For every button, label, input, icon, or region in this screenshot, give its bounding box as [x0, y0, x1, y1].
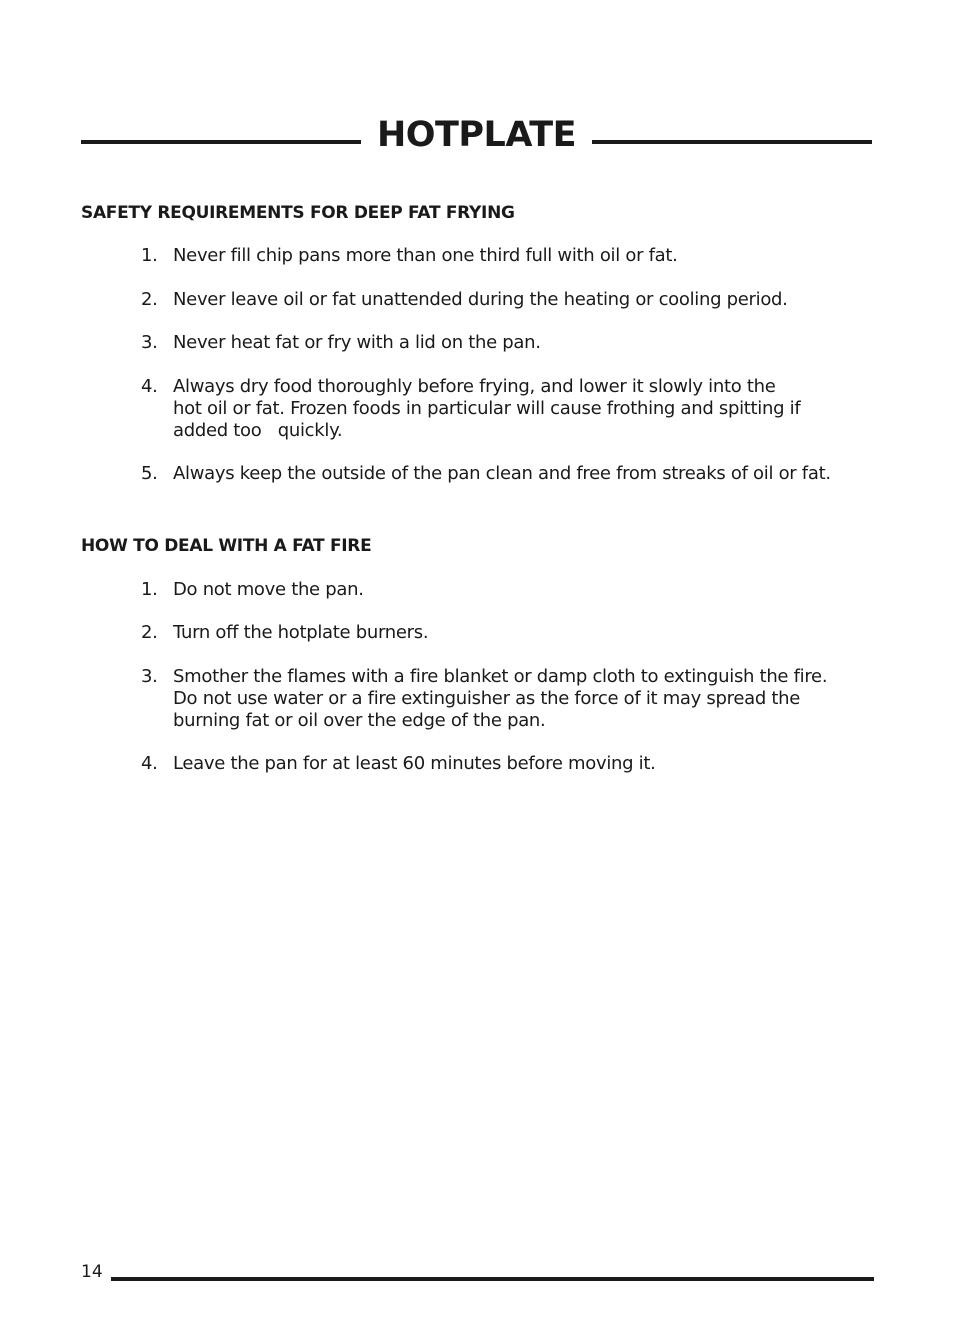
list-item-line: Turn off the hotplate burners.	[173, 622, 429, 643]
list-item-number: 1.	[141, 245, 158, 266]
list-item	[141, 622, 861, 644]
list-item	[141, 376, 861, 442]
section-heading-fat-fire: HOW TO DEAL WITH A FAT FIRE	[81, 536, 372, 556]
list-item-number: 2.	[141, 289, 158, 310]
list-item	[141, 753, 861, 775]
list-item-number: 4.	[141, 376, 158, 397]
list-item-number: 3.	[141, 666, 158, 687]
list-item-text	[173, 666, 861, 732]
list-item-line: Leave the pan for at least 60 minutes before moving it.	[173, 753, 656, 774]
list-item	[141, 332, 861, 354]
list-item	[141, 666, 861, 732]
list-item-text	[173, 376, 861, 442]
list-item	[141, 289, 861, 311]
list-item-number: 4.	[141, 753, 158, 774]
list-item-text	[173, 622, 861, 644]
list-item	[141, 579, 861, 601]
title-rule-left	[81, 140, 361, 144]
list-item-number: 1.	[141, 579, 158, 600]
list-item-text	[173, 463, 861, 485]
list-item	[141, 463, 861, 485]
list-item-line: Always keep the outside of the pan clean and free from streaks of oil or fat.	[173, 463, 831, 484]
section-heading-safety: SAFETY REQUIREMENTS FOR DEEP FAT FRYING	[81, 203, 515, 223]
list-item-number: 2.	[141, 622, 158, 643]
list-item-number: 3.	[141, 332, 158, 353]
list-item-line: Smother the flames with a fire blanket or damp cloth to extinguish the fire.	[173, 666, 828, 687]
list-item-text	[173, 332, 861, 354]
list-item-text	[173, 579, 861, 601]
footer-rule	[111, 1277, 874, 1281]
list-item-text	[173, 753, 861, 775]
list-item-line: hot oil or fat. Frozen foods in particular will cause frothing and spitting if	[173, 398, 801, 419]
title-rule-right	[592, 140, 872, 144]
list-item	[141, 245, 861, 267]
page-footer	[81, 1260, 874, 1284]
list-item-number: 5.	[141, 463, 158, 484]
list-item-line: Do not move the pan.	[173, 579, 364, 600]
page-number: 14	[81, 1262, 103, 1282]
page-header	[81, 112, 872, 158]
list-item-line: Never leave oil or fat unattended during the heating or cooling period.	[173, 289, 788, 310]
list-item-line: Never fill chip pans more than one third full with oil or fat.	[173, 245, 678, 266]
list-item-line: Never heat fat or fry with a lid on the pan.	[173, 332, 541, 353]
list-item-line: Do not use water or a fire extinguisher as the force of it may spread the	[173, 688, 801, 709]
list-item-line: added too quickly.	[173, 420, 343, 441]
list-item-line: burning fat or oil over the edge of the pan.	[173, 710, 546, 731]
page-title: HOTPLATE	[376, 115, 577, 155]
list-item-text	[173, 245, 861, 267]
list-item-text	[173, 289, 861, 311]
list-item-line: Always dry food thoroughly before frying, and lower it slowly into the	[173, 376, 776, 397]
